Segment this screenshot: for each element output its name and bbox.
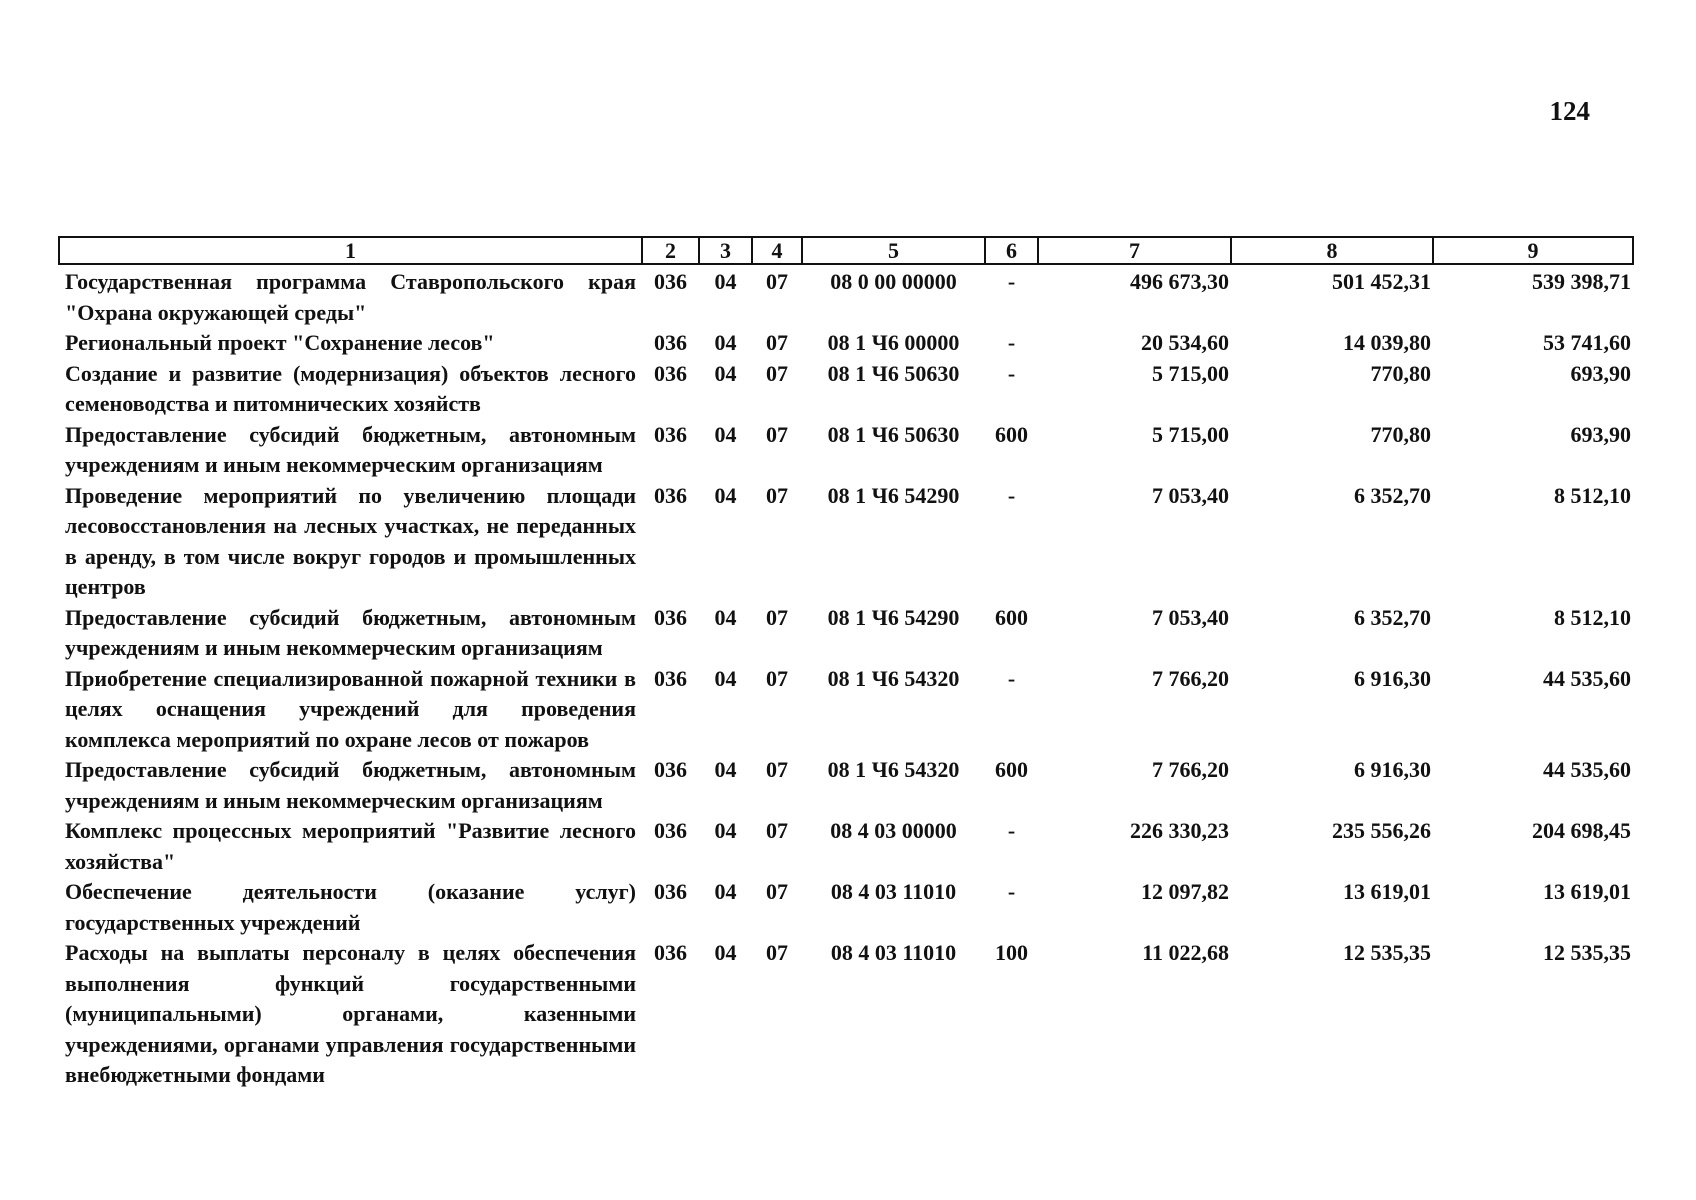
row-name: Обеспечение деятельности (оказание услуг) государственных учреждений [65,879,636,935]
row-pr: 07 [766,604,788,630]
row-ved: 036 [654,940,687,965]
row-sum-2: 14 039,80 [1343,330,1431,355]
row-sum-3: 693,90 [1570,360,1631,386]
row-sum-1: 496 673,30 [1130,269,1229,294]
row-vr: - [1007,482,1016,508]
row-sum-1: 7 766,20 [1152,757,1229,782]
row-vr: 600 [995,421,1028,447]
row-vr: - [1007,360,1016,386]
row-vr: 600 [995,757,1028,782]
row-sum-2: 13 619,01 [1343,879,1431,904]
table-row [59,938,1633,1091]
row-sum-3: 44 535,60 [1543,665,1631,691]
row-rz: 04 [714,269,737,294]
row-name: Предоставление субсидий бюджетным, автономным учреждениям и иным некоммерческим организациям [65,757,636,813]
row-ved: 036 [654,269,687,294]
row-sum-3: 13 619,01 [1543,879,1631,904]
row-sum-1: 7 053,40 [1152,482,1229,508]
row-rz: 04 [714,421,737,447]
row-rz: 04 [714,665,737,691]
row-vr: 600 [995,604,1028,630]
row-vr: - [1007,269,1016,294]
table-row [59,359,1633,420]
row-name: Создание и развитие (модернизация) объектов лесного семеноводства и питомнических хозяйств [65,360,636,416]
row-vr: - [1007,818,1016,843]
row-csr: 08 4 03 11010 [830,879,957,904]
row-sum-3: 204 698,45 [1532,818,1631,843]
row-ved: 036 [654,330,687,355]
row-pr: 07 [766,269,788,294]
row-sum-2: 12 535,35 [1343,940,1431,965]
table-row [59,664,1633,756]
row-sum-3: 693,90 [1570,421,1631,447]
table-row [59,264,1633,328]
row-sum-1: 7 053,40 [1152,604,1229,630]
row-rz: 04 [714,940,737,965]
row-sum-1: 7 766,20 [1152,665,1229,691]
row-csr: 08 0 00 00000 [830,269,957,294]
row-csr: 08 4 03 11010 [830,940,957,965]
row-csr: 08 1 Ч6 54320 [827,757,960,782]
row-sum-2: 501 452,31 [1332,269,1431,294]
row-sum-1: 20 534,60 [1141,330,1229,355]
column-header-4: 4 [752,237,802,264]
row-ved: 036 [654,482,687,508]
table-row [59,481,1633,603]
row-ved: 036 [654,879,687,904]
row-ved: 036 [654,665,687,691]
row-sum-3: 53 741,60 [1543,330,1631,355]
column-header-3: 3 [699,237,752,264]
row-sum-2: 6 352,70 [1354,482,1431,508]
table-row [59,755,1633,816]
row-pr: 07 [766,818,788,843]
row-csr: 08 1 Ч6 54320 [827,665,960,691]
table-row [59,877,1633,938]
row-sum-1: 5 715,00 [1152,360,1229,386]
row-sum-3: 44 535,60 [1543,757,1631,782]
column-header-5: 5 [802,237,985,264]
row-pr: 07 [766,665,788,691]
row-rz: 04 [714,330,737,355]
row-sum-1: 226 330,23 [1130,818,1229,843]
column-number-header-row [59,237,1633,264]
row-name: Государственная программа Ставропольского края "Охрана окружающей среды" [65,269,636,325]
row-rz: 04 [714,604,737,630]
column-header-7: 7 [1038,237,1231,264]
row-vr: - [1007,665,1016,691]
row-rz: 04 [714,757,737,782]
row-pr: 07 [766,879,788,904]
column-header-9: 9 [1433,237,1633,264]
row-vr: - [1007,879,1016,904]
row-sum-1: 11 022,68 [1142,940,1229,965]
row-name: Комплекс процессных мероприятий "Развитие лесного хозяйства" [65,818,636,874]
row-pr: 07 [766,421,788,447]
table-row [59,420,1633,481]
row-name: Предоставление субсидий бюджетным, автономным учреждениям и иным некоммерческим организациям [65,421,636,477]
row-rz: 04 [714,879,737,904]
row-rz: 04 [714,360,737,386]
row-ved: 036 [654,421,687,447]
row-ved: 036 [654,360,687,386]
row-name: Предоставление субсидий бюджетным, автономным учреждениям и иным некоммерческим организациям [65,604,636,660]
row-csr: 08 1 Ч6 54290 [827,482,960,508]
row-rz: 04 [714,818,737,843]
row-ved: 036 [654,757,687,782]
row-pr: 07 [766,482,788,508]
row-sum-2: 6 916,30 [1354,665,1431,691]
row-sum-2: 770,80 [1370,421,1431,447]
row-name: Расходы на выплаты персоналу в целях обеспечения выполнения функций государственными (муниципальными) органами, казенными учреждениями, органами управления государственными внебюджетными фондами [65,940,636,1087]
column-header-8: 8 [1231,237,1433,264]
column-header-1: 1 [59,237,642,264]
row-ved: 036 [654,818,687,843]
column-header-2: 2 [642,237,699,264]
row-vr: 100 [995,940,1028,965]
row-csr: 08 1 Ч6 50630 [827,421,960,447]
table-row [59,816,1633,877]
table-row [59,328,1633,359]
row-sum-2: 770,80 [1370,360,1431,386]
row-pr: 07 [766,940,788,965]
row-pr: 07 [766,330,788,355]
row-sum-2: 6 916,30 [1354,757,1431,782]
table-row [59,603,1633,664]
row-sum-3: 12 535,35 [1543,940,1631,965]
row-sum-2: 235 556,26 [1332,818,1431,843]
row-name: Региональный проект "Сохранение лесов" [65,330,495,355]
row-name: Проведение мероприятий по увеличению площади лесовосстановления на лесных участках, не переданных в аренду, в том числе вокруг городов и промышленных центров [65,482,636,599]
row-rz: 04 [714,482,737,508]
row-ved: 036 [654,604,687,630]
row-vr: - [1007,330,1016,355]
row-csr: 08 4 03 00000 [830,818,957,843]
row-name: Приобретение специализированной пожарной техники в целях оснащения учреждений для проведения комплекса мероприятий по охране лесов от пожаров [65,665,636,752]
row-sum-3: 539 398,71 [1532,269,1631,294]
row-csr: 08 1 Ч6 54290 [827,604,960,630]
row-sum-1: 5 715,00 [1152,421,1229,447]
row-sum-1: 12 097,82 [1141,879,1229,904]
row-csr: 08 1 Ч6 00000 [827,330,960,355]
row-csr: 08 1 Ч6 50630 [827,360,960,386]
column-header-6: 6 [985,237,1038,264]
row-sum-2: 6 352,70 [1354,604,1431,630]
row-pr: 07 [766,360,788,386]
row-sum-3: 8 512,10 [1554,482,1631,508]
row-sum-3: 8 512,10 [1554,604,1631,630]
row-pr: 07 [766,757,788,782]
page-number: 124 [1549,96,1590,126]
budget-table [58,236,1634,1091]
